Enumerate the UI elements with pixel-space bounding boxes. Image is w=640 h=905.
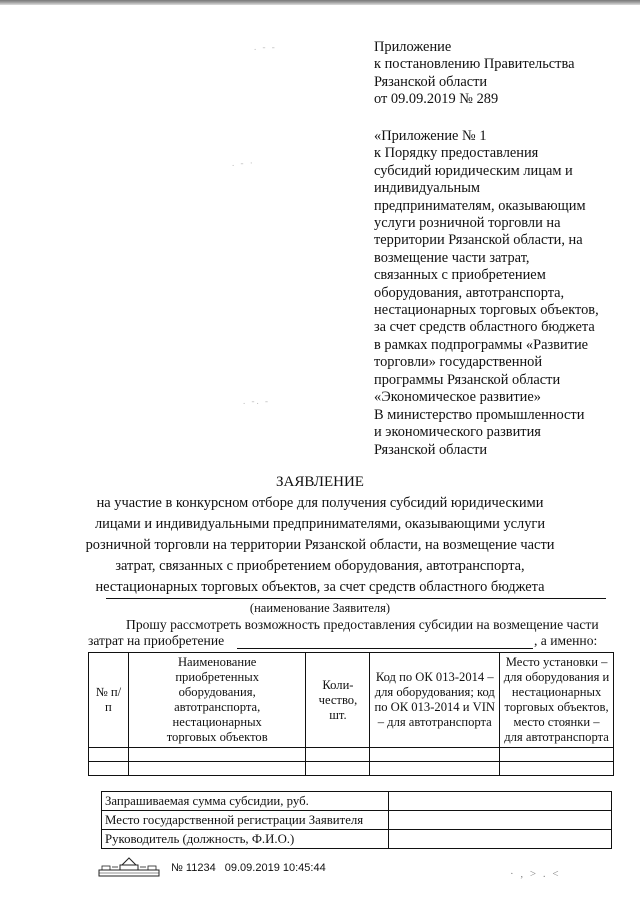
appendix-line: за счет средств областного бюджета: [374, 319, 595, 336]
document-number: № 11234: [171, 862, 216, 875]
scan-noise: . - -: [254, 42, 277, 52]
subtitle-line: затрат, связанных с приобретением оборудования, автотранспорта,: [115, 558, 525, 574]
table-cell[interactable]: [370, 762, 500, 776]
document-datetime: 09.09.2019 10:45:44: [224, 862, 326, 875]
table-cell[interactable]: [500, 762, 614, 776]
requisites-row: [102, 811, 612, 830]
table-header-row: [89, 653, 614, 748]
requisites-value-field[interactable]: [388, 792, 611, 811]
request-line-1: Прошу рассмотреть возможность предоставления субсидии на возмещение части: [126, 617, 599, 632]
applicant-name-field[interactable]: [106, 598, 606, 599]
requisites-label: Руководитель (должность, Ф.И.О.): [102, 830, 389, 849]
requisites-value-field[interactable]: [388, 830, 611, 849]
col-number-header: № п/п: [89, 653, 129, 748]
col-location-header: Место установки – для оборудования и нестационарных торговых объектов, место стоянки – для автотранспорта: [500, 653, 614, 748]
building-stamp-icon: [98, 856, 160, 881]
scan-noise: . -. -: [243, 396, 270, 406]
addressee-line: и экономического развития: [374, 424, 541, 441]
request-line-2-end: , а именно:: [534, 633, 598, 648]
registration-footer: [98, 856, 326, 881]
addressee: [374, 407, 584, 459]
appendix-note: [374, 128, 599, 407]
requisites-row: [102, 830, 612, 849]
requisites-row: [102, 792, 612, 811]
items-table: [88, 652, 614, 776]
appendix-line: услуги розничной торговли на: [374, 215, 561, 232]
subtitle-line: лицами и индивидуальными предпринимателями, оказывающими услуги: [94, 516, 546, 532]
header-line: от 09.09.2019 № 289: [374, 91, 499, 108]
appendix-line: к Порядку предоставления: [374, 145, 539, 162]
appendix-line: в рамках подпрограммы «Развитие: [374, 336, 589, 353]
header-line: Приложение: [374, 39, 452, 55]
document-title: ЗАЯВЛЕНИЕ: [276, 474, 364, 490]
scan-top-edge: [0, 0, 640, 5]
requisites-label: Запрашиваемая сумма субсидии, руб.: [102, 792, 389, 811]
requisites-value-field[interactable]: [388, 811, 611, 830]
col-quantity-header: Коли-чество, шт.: [306, 653, 370, 748]
appendix-line: «Экономическое развитие»: [374, 389, 541, 406]
table-cell[interactable]: [89, 762, 129, 776]
appendix-line: связанных с приобретением: [374, 267, 546, 284]
request-line-2-start: затрат на приобретение: [88, 633, 225, 648]
table-cell[interactable]: [128, 748, 306, 762]
applicant-caption: (наименование Заявителя): [249, 601, 391, 615]
table-cell[interactable]: [89, 748, 129, 762]
header-line: Рязанской области: [374, 73, 488, 90]
col-code-header: Код по ОК 013-2014 – для оборудования; код по ОК 013-2014 и VIN – для автотранспорта: [370, 653, 500, 748]
appendix-line: оборудования, автотранспорта,: [374, 284, 565, 301]
appendix-line: торговли» государственной: [374, 354, 543, 371]
table-cell[interactable]: [306, 762, 370, 776]
col-name-header: Наименование приобретенных оборудования, автотранспорта, нестационарных торговых объектов: [128, 653, 306, 748]
document-title-block: [0, 472, 640, 598]
subtitle-line: нестационарных торговых объектов, за счет средств областного бюджета: [95, 579, 545, 595]
appendix-line: субсидий юридическим лицам и: [374, 162, 573, 179]
purchase-subject-field[interactable]: [237, 648, 533, 649]
scan-noise: · , > . <: [510, 868, 561, 880]
table-cell[interactable]: [500, 748, 614, 762]
requisites-table: [101, 791, 612, 849]
appendix-line: индивидуальным: [374, 180, 480, 197]
table-row: [89, 748, 614, 762]
appendix-line: программы Рязанской области: [374, 371, 561, 388]
table-cell[interactable]: [306, 748, 370, 762]
appendix-line: нестационарных торговых объектов,: [374, 302, 599, 319]
table-cell[interactable]: [128, 762, 306, 776]
appendix-line: возмещение части затрат,: [374, 249, 530, 266]
addressee-line: Рязанской области: [374, 441, 488, 458]
table-cell[interactable]: [370, 748, 500, 762]
subtitle-line: розничной торговли на территории Рязанской области, на возмещение части: [85, 537, 555, 553]
table-row: [89, 762, 614, 776]
appendix-line: предпринимателям, оказывающим: [374, 197, 586, 214]
requisites-label: Место государственной регистрации Заявителя: [102, 811, 389, 830]
approval-header: [374, 39, 574, 109]
subtitle-line: на участие в конкурсном отборе для получения субсидий юридическими: [96, 495, 544, 511]
appendix-line: территории Рязанской области, на: [374, 232, 583, 249]
appendix-line: «Приложение № 1: [374, 128, 487, 144]
scan-noise: . - ·: [232, 158, 255, 168]
header-line: к постановлению Правительства: [374, 56, 575, 73]
addressee-line: В министерство промышленности: [374, 407, 585, 423]
